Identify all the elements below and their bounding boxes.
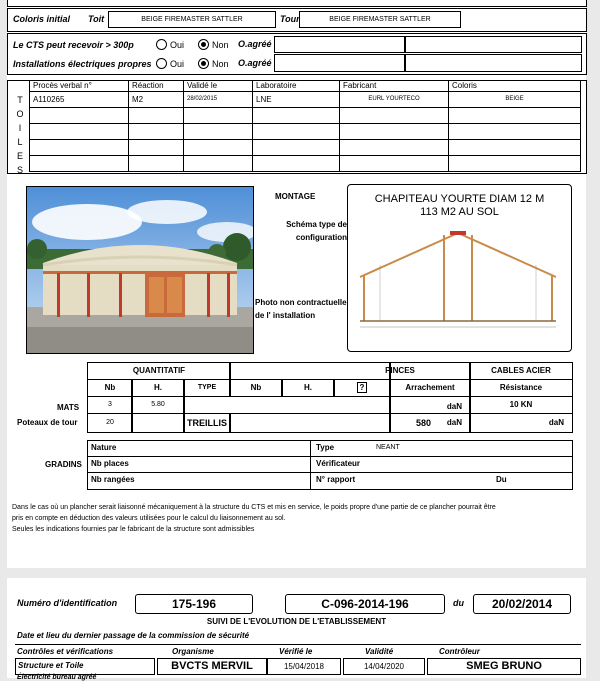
- col-controleur: Contrôleur: [439, 647, 480, 656]
- mats-empty[interactable]: [183, 396, 391, 414]
- toiles-side-label: T O I L E S: [16, 95, 24, 175]
- table-cell[interactable]: [129, 123, 184, 139]
- colors-initial-label: Coloris initial: [13, 14, 71, 24]
- table-cell[interactable]: [30, 155, 129, 171]
- cts-oagree-label: O.agréé: [238, 39, 272, 49]
- col-resistance: Résistance: [469, 379, 573, 397]
- col-header: Réaction: [129, 80, 184, 91]
- col-validite: Validité: [365, 647, 394, 656]
- structure-organisme[interactable]: BVCTS MERVIL: [157, 658, 267, 675]
- table-cell[interactable]: EURL YOURTECO: [340, 91, 449, 107]
- colors-initial-row: [7, 8, 587, 32]
- gradins-table: [87, 440, 573, 490]
- diagram-title: CHAPITEAU YOURTE DIAM 12 M: [374, 193, 545, 205]
- table-cell[interactable]: [340, 139, 449, 155]
- ident-date[interactable]: 20/02/2014: [473, 594, 571, 614]
- col-nb2: Nb: [229, 379, 283, 397]
- col-type: TYPE: [183, 379, 231, 397]
- table-cell[interactable]: [253, 155, 340, 171]
- form-page-2: [7, 578, 586, 681]
- table-cell[interactable]: LNE: [253, 91, 340, 107]
- installations-oagree-field-2[interactable]: [404, 54, 582, 72]
- mats-h[interactable]: 5.80: [131, 396, 185, 414]
- table-cell[interactable]: A110265: [30, 91, 129, 107]
- gradins-label: GRADINS: [45, 460, 82, 469]
- ident-label: Numéro d'identification: [17, 598, 118, 608]
- quantitatif-table: [17, 362, 571, 432]
- form-page: [7, 0, 586, 568]
- table-cell[interactable]: [340, 107, 449, 123]
- table-cell[interactable]: [253, 139, 340, 155]
- col-nb: Nb: [87, 379, 133, 397]
- mats-resistance[interactable]: 10 KN: [469, 396, 573, 414]
- cts-non-option[interactable]: Non: [198, 39, 229, 50]
- poteaux-label: Poteaux de tour: [17, 418, 78, 427]
- col-verifie: Vérifié le: [279, 647, 313, 656]
- diagram-subtitle: 113 M2 AU SOL: [420, 206, 499, 218]
- table-cell[interactable]: [449, 107, 581, 123]
- ident-du-label: du: [453, 598, 464, 608]
- rapport-label: N° rapport: [316, 475, 356, 484]
- mats-nb[interactable]: 3: [87, 396, 133, 414]
- cts-oagree-field[interactable]: [274, 36, 406, 53]
- radio-icon[interactable]: [156, 39, 167, 50]
- mats-label: MATS: [57, 403, 80, 412]
- poteaux-empty[interactable]: [229, 413, 391, 433]
- table-cell[interactable]: [184, 107, 253, 123]
- cables-header: CABLES ACIER: [469, 362, 573, 380]
- installations-oagree-label: O.agréé: [238, 58, 272, 68]
- structure-verifie[interactable]: 15/04/2018: [267, 658, 341, 675]
- table-cell[interactable]: [30, 123, 129, 139]
- rangees-label: Nb rangées: [91, 475, 135, 484]
- ident-number[interactable]: 175-196: [135, 594, 253, 614]
- col-header: Coloris: [449, 80, 581, 91]
- table-row: [30, 123, 581, 139]
- top-frame: [7, 0, 587, 7]
- schema-label: Schéma type de configuration: [286, 220, 347, 242]
- col-header: Laboratoire: [253, 80, 340, 91]
- photo-note: Photo non contractuelle de l' installation: [255, 298, 347, 320]
- col-header: Validé le: [184, 80, 253, 91]
- cts-label: Le CTS peut recevoir > 300p: [13, 40, 134, 50]
- table-cell[interactable]: [129, 107, 184, 123]
- poteaux-h[interactable]: [131, 413, 185, 433]
- col-h2: H.: [281, 379, 335, 397]
- yurt-photo-image: [27, 187, 253, 353]
- table-cell[interactable]: M2: [129, 91, 184, 107]
- table-cell[interactable]: BEIGE: [449, 91, 581, 107]
- du-label: Du: [496, 475, 507, 484]
- col-pince-icon: [333, 379, 391, 397]
- table-row: [30, 91, 581, 107]
- cts-oagree-field-2[interactable]: [404, 36, 582, 53]
- floor-note: Dans le cas où un plancher serait liaisonné mécaniquement à la structure du CTS et mis en service, le poids propre d'une partie de ce plancher pourrait être pris en compte en déduction des valeurs utilisées pour le calcul du liaisonnement au sol. Seules les indications fournies par le fabricant de la structure sont admissibles: [12, 504, 496, 533]
- yurt-photo: [26, 186, 254, 354]
- table-cell[interactable]: [30, 107, 129, 123]
- mats-arrachement[interactable]: daN: [389, 396, 471, 414]
- toit-value: BEIGE FIREMASTER SATTLER: [108, 11, 276, 28]
- table-cell[interactable]: [129, 139, 184, 155]
- table-row: [30, 139, 581, 155]
- quantitatif-header: QUANTITATIF: [87, 362, 231, 380]
- table-cell[interactable]: [449, 123, 581, 139]
- table-cell[interactable]: [30, 139, 129, 155]
- table-cell[interactable]: [184, 139, 253, 155]
- table-cell[interactable]: [449, 139, 581, 155]
- table-cell[interactable]: [184, 155, 253, 171]
- table-cell[interactable]: [253, 107, 340, 123]
- suivi-title: SUIVI DE L'EVOLUTION DE L'ETABLISSEMENT: [206, 617, 387, 626]
- col-organisme: Organisme: [172, 647, 214, 656]
- electricite-label: Électricité bureau agréé: [17, 674, 97, 681]
- type-value: NEANT: [376, 444, 400, 451]
- table-cell[interactable]: [184, 123, 253, 139]
- table-cell[interactable]: 28/02/2015: [184, 91, 253, 107]
- installations-oagree-field[interactable]: [274, 54, 406, 72]
- radio-icon[interactable]: [156, 58, 167, 69]
- toiles-block: [7, 80, 587, 174]
- structure-validite[interactable]: 14/04/2020: [343, 658, 425, 675]
- structure-controleur[interactable]: SMEG BRUNO: [427, 658, 581, 675]
- poteaux-type[interactable]: TREILLIS: [183, 413, 231, 433]
- col-h: H.: [131, 379, 185, 397]
- type-label: Type: [316, 443, 335, 452]
- cts-block: [7, 33, 587, 75]
- table-cell[interactable]: [340, 155, 449, 171]
- date-lieu-label: Date et lieu du dernier passage de la commission de sécurité: [17, 631, 250, 640]
- installations-non-option[interactable]: Non: [198, 58, 229, 69]
- installations-oui-option[interactable]: Oui: [156, 58, 184, 69]
- col-controles: Contrôles et vérifications: [17, 647, 114, 656]
- table-row: [30, 155, 581, 171]
- ident-code[interactable]: C-096-2014-196: [285, 594, 445, 614]
- installations-label: Installations électriques propres: [13, 59, 152, 69]
- table-cell[interactable]: [129, 155, 184, 171]
- radio-checked-icon[interactable]: [198, 39, 209, 50]
- poteaux-resistance[interactable]: daN: [469, 413, 573, 433]
- configuration-diagram: [347, 184, 572, 352]
- pince-icon: ?: [357, 382, 368, 393]
- tent-section-drawing: [356, 225, 564, 335]
- places-label: Nb places: [91, 459, 129, 468]
- toiles-table: [29, 80, 581, 172]
- structure-label-cell: Structure et Toile: [15, 658, 155, 675]
- col-header: Procès verbal n°: [30, 80, 129, 91]
- table-row: [30, 107, 581, 123]
- col-arrachement: Arrachement: [389, 379, 471, 397]
- tour-value: BEIGE FIREMASTER SATTLER: [299, 11, 461, 28]
- table-cell[interactable]: [253, 123, 340, 139]
- montage-title: MONTAGE: [275, 192, 316, 201]
- poteaux-nb[interactable]: 20: [87, 413, 133, 433]
- radio-checked-icon[interactable]: [198, 58, 209, 69]
- poteaux-arrachement[interactable]: 580 daN: [389, 413, 471, 433]
- table-cell[interactable]: [340, 123, 449, 139]
- pinces-header: PINCES: [389, 362, 471, 380]
- tour-label: Tour: [280, 14, 300, 24]
- toit-label: Toit: [88, 14, 105, 24]
- nature-label: Nature: [91, 443, 117, 452]
- col-header: Fabricant: [340, 80, 449, 91]
- table-cell[interactable]: [449, 155, 581, 171]
- verificateur-label: Vérificateur: [316, 459, 361, 468]
- cts-oui-option[interactable]: Oui: [156, 39, 184, 50]
